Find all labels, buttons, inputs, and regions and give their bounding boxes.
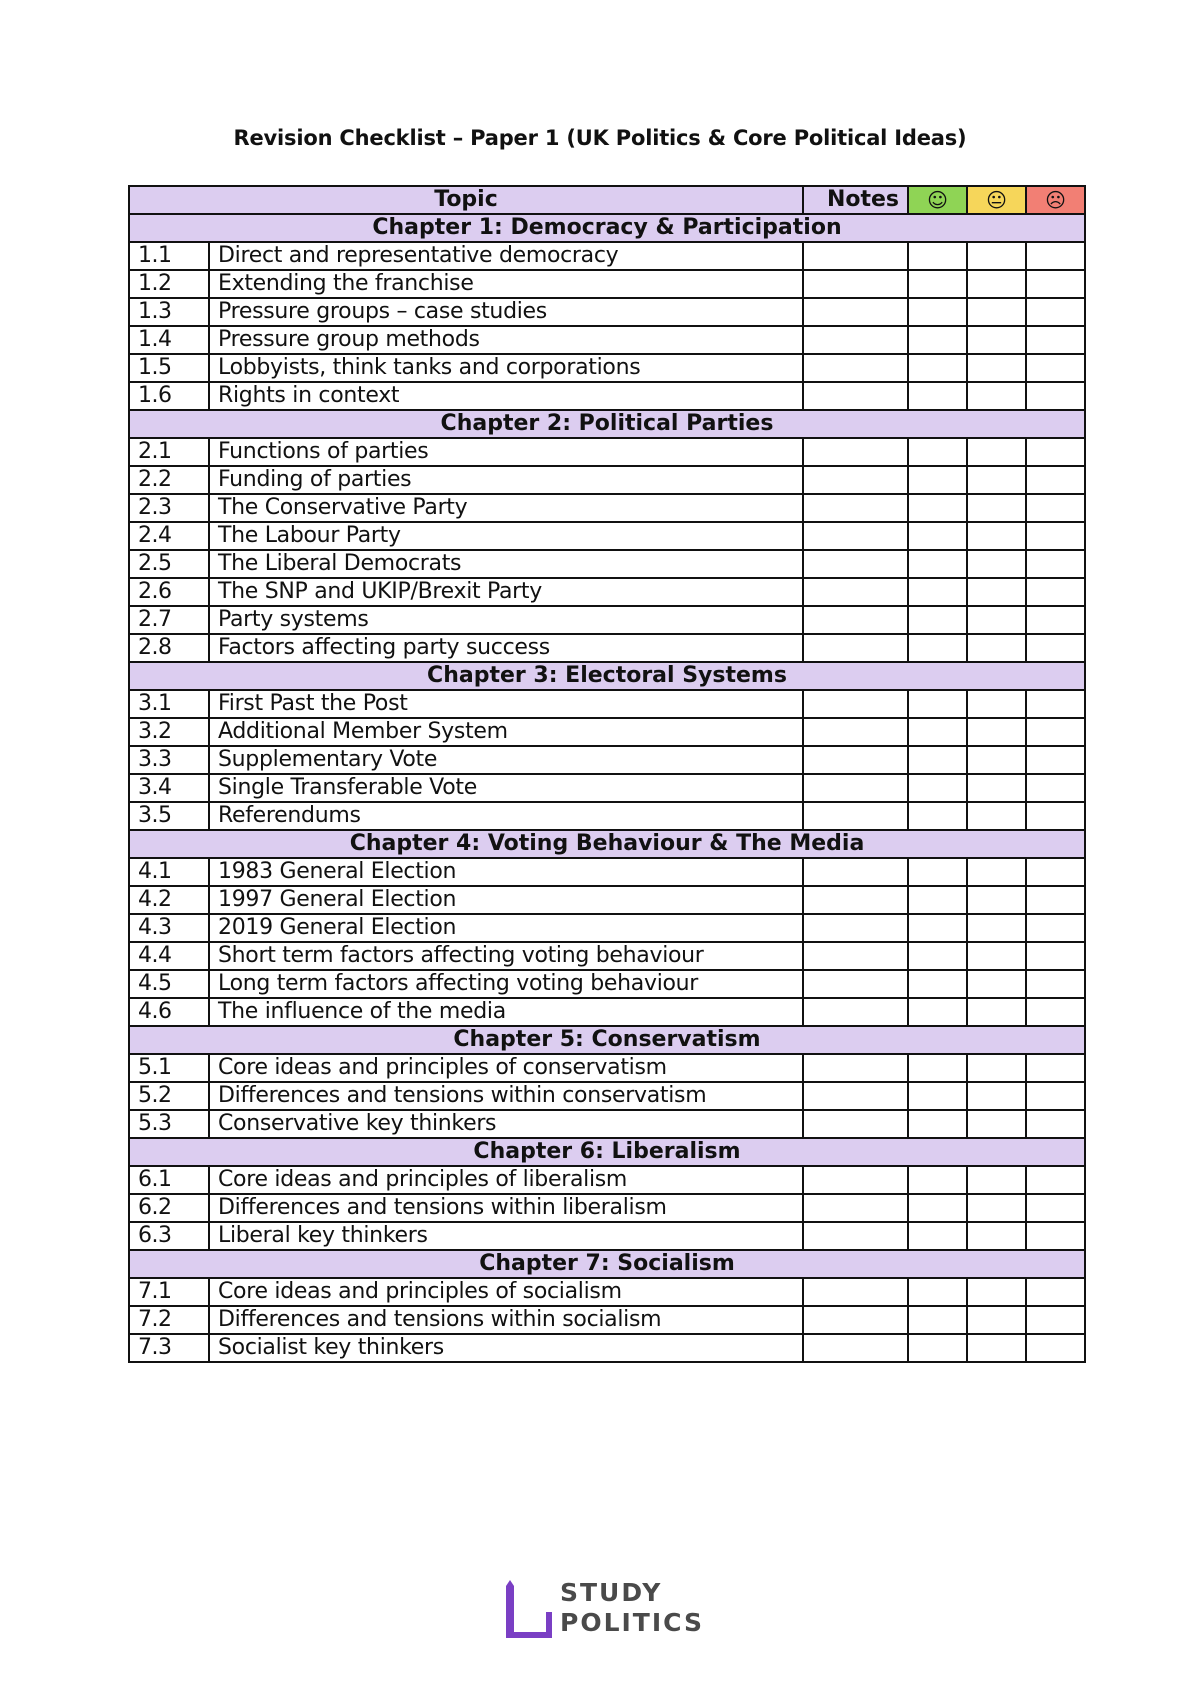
table-row [129,886,1085,914]
notes-cell[interactable] [803,438,908,466]
unsure-checkbox-cell[interactable] [967,242,1026,270]
unsure-checkbox-cell[interactable] [967,858,1026,886]
notes-cell[interactable] [803,858,908,886]
table-row [129,690,1085,718]
table-row [129,1334,1085,1362]
confident-checkbox-cell[interactable] [908,1334,967,1362]
chapter-title: Chapter 6: Liberalism [129,1138,1085,1166]
confident-checkbox-cell[interactable] [908,1166,967,1194]
unsure-checkbox-cell[interactable] [967,942,1026,970]
not-confident-checkbox-cell[interactable] [1026,746,1085,774]
confident-checkbox-cell[interactable] [908,1194,967,1222]
confident-checkbox-cell[interactable] [908,1110,967,1138]
chapter-title: Chapter 5: Conservatism [129,1026,1085,1054]
topic-name: The Labour Party [209,522,803,550]
not-confident-checkbox-cell[interactable] [1026,550,1085,578]
confident-checkbox-cell[interactable] [908,606,967,634]
notes-cell[interactable] [803,298,908,326]
topic-name: Differences and tensions within socialism [209,1306,803,1334]
sad-face-icon: ☹ [1026,186,1085,214]
topic-number: 4.2 [129,886,209,914]
unsure-checkbox-cell[interactable] [967,774,1026,802]
topic-name: Additional Member System [209,718,803,746]
notes-cell[interactable] [803,690,908,718]
topic-number: 2.2 [129,466,209,494]
revision-checklist-table [128,185,1086,1363]
topic-number: 7.3 [129,1334,209,1362]
table-row [129,802,1085,830]
confident-checkbox-cell[interactable] [908,494,967,522]
confident-checkbox-cell[interactable] [908,690,967,718]
topic-name: Differences and tensions within liberalism [209,1194,803,1222]
header-row [129,186,1085,214]
unsure-checkbox-cell[interactable] [967,746,1026,774]
topic-name: 1997 General Election [209,886,803,914]
not-confident-checkbox-cell[interactable] [1026,438,1085,466]
notes-cell[interactable] [803,718,908,746]
topic-name: Party systems [209,606,803,634]
unsure-checkbox-cell[interactable] [967,1222,1026,1250]
not-confident-checkbox-cell[interactable] [1026,1306,1085,1334]
unsure-checkbox-cell[interactable] [967,802,1026,830]
not-confident-checkbox-cell[interactable] [1026,606,1085,634]
not-confident-checkbox-cell[interactable] [1026,1166,1085,1194]
topic-number: 4.3 [129,914,209,942]
chapter-row [129,1138,1085,1166]
topic-name: Funding of parties [209,466,803,494]
notes-header: Notes [803,186,908,214]
topic-name: The Conservative Party [209,494,803,522]
unsure-checkbox-cell[interactable] [967,270,1026,298]
not-confident-checkbox-cell[interactable] [1026,886,1085,914]
notes-cell[interactable] [803,914,908,942]
topic-name: Core ideas and principles of liberalism [209,1166,803,1194]
unsure-checkbox-cell[interactable] [967,550,1026,578]
topic-name: Lobbyists, think tanks and corporations [209,354,803,382]
topic-name: Long term factors affecting voting behaviour [209,970,803,998]
not-confident-checkbox-cell[interactable] [1026,1054,1085,1082]
not-confident-checkbox-cell[interactable] [1026,382,1085,410]
topic-number: 1.3 [129,298,209,326]
confident-checkbox-cell[interactable] [908,886,967,914]
topic-name: Factors affecting party success [209,634,803,662]
unsure-checkbox-cell[interactable] [967,690,1026,718]
confident-checkbox-cell[interactable] [908,774,967,802]
table-row [129,998,1085,1026]
not-confident-checkbox-cell[interactable] [1026,634,1085,662]
topic-name: Core ideas and principles of conservatism [209,1054,803,1082]
chapter-title: Chapter 7: Socialism [129,1250,1085,1278]
table-row [129,382,1085,410]
notes-cell[interactable] [803,1166,908,1194]
topic-name: Single Transferable Vote [209,774,803,802]
logo-text-study: STUDY [560,1578,663,1607]
topic-number: 1.4 [129,326,209,354]
table-row [129,914,1085,942]
notes-cell[interactable] [803,326,908,354]
not-confident-checkbox-cell[interactable] [1026,774,1085,802]
confident-checkbox-cell[interactable] [908,298,967,326]
confident-checkbox-cell[interactable] [908,522,967,550]
unsure-checkbox-cell[interactable] [967,326,1026,354]
table-row [129,242,1085,270]
notes-cell[interactable] [803,1278,908,1306]
study-politics-logo [502,1578,722,1638]
topic-number: 2.5 [129,550,209,578]
unsure-checkbox-cell[interactable] [967,298,1026,326]
not-confident-checkbox-cell[interactable] [1026,298,1085,326]
table-row [129,1306,1085,1334]
neutral-face-icon: 😐 [967,186,1026,214]
unsure-checkbox-cell[interactable] [967,1166,1026,1194]
notes-cell[interactable] [803,578,908,606]
not-confident-checkbox-cell[interactable] [1026,858,1085,886]
not-confident-checkbox-cell[interactable] [1026,942,1085,970]
not-confident-checkbox-cell[interactable] [1026,1194,1085,1222]
unsure-checkbox-cell[interactable] [967,1278,1026,1306]
topic-name: The Liberal Democrats [209,550,803,578]
table-row [129,494,1085,522]
topic-number: 1.2 [129,270,209,298]
table-row [129,438,1085,466]
notes-cell[interactable] [803,1054,908,1082]
topic-number: 2.8 [129,634,209,662]
happy-face-icon: ☺ [908,186,967,214]
confident-checkbox-cell[interactable] [908,1222,967,1250]
topic-number: 2.3 [129,494,209,522]
topic-number: 4.6 [129,998,209,1026]
table-row [129,1222,1085,1250]
not-confident-checkbox-cell[interactable] [1026,1222,1085,1250]
topic-name: Supplementary Vote [209,746,803,774]
table-row [129,858,1085,886]
topic-number: 3.3 [129,746,209,774]
chapter-row [129,1250,1085,1278]
confident-checkbox-cell[interactable] [908,242,967,270]
topic-number: 3.4 [129,774,209,802]
confident-checkbox-cell[interactable] [908,858,967,886]
unsure-checkbox-cell[interactable] [967,578,1026,606]
not-confident-checkbox-cell[interactable] [1026,718,1085,746]
topic-number: 7.1 [129,1278,209,1306]
table-row [129,718,1085,746]
table-row [129,1166,1085,1194]
chapter-row [129,410,1085,438]
notes-cell[interactable] [803,1110,908,1138]
not-confident-checkbox-cell[interactable] [1026,578,1085,606]
not-confident-checkbox-cell[interactable] [1026,494,1085,522]
topic-name: The SNP and UKIP/Brexit Party [209,578,803,606]
topic-number: 6.3 [129,1222,209,1250]
table-row [129,774,1085,802]
table-row [129,1278,1085,1306]
not-confident-checkbox-cell[interactable] [1026,802,1085,830]
topic-number: 1.6 [129,382,209,410]
not-confident-checkbox-cell[interactable] [1026,270,1085,298]
notes-cell[interactable] [803,270,908,298]
topic-header: Topic [129,186,803,214]
topic-number: 5.2 [129,1082,209,1110]
not-confident-checkbox-cell[interactable] [1026,466,1085,494]
notes-cell[interactable] [803,382,908,410]
topic-name: Pressure groups – case studies [209,298,803,326]
not-confident-checkbox-cell[interactable] [1026,1334,1085,1362]
table-row [129,606,1085,634]
chapter-row [129,1026,1085,1054]
confident-checkbox-cell[interactable] [908,1082,967,1110]
confident-checkbox-cell[interactable] [908,802,967,830]
not-confident-checkbox-cell[interactable] [1026,970,1085,998]
confident-checkbox-cell[interactable] [908,326,967,354]
notes-cell[interactable] [803,886,908,914]
topic-number: 3.5 [129,802,209,830]
table-row [129,522,1085,550]
not-confident-checkbox-cell[interactable] [1026,998,1085,1026]
topic-name: 2019 General Election [209,914,803,942]
confident-checkbox-cell[interactable] [908,914,967,942]
not-confident-checkbox-cell[interactable] [1026,690,1085,718]
table-row [129,942,1085,970]
notes-cell[interactable] [803,1334,908,1362]
logo-text-politics: POLITICS [560,1608,704,1637]
topic-name: Socialist key thinkers [209,1334,803,1362]
topic-name: Referendums [209,802,803,830]
unsure-checkbox-cell[interactable] [967,998,1026,1026]
table-row [129,578,1085,606]
unsure-checkbox-cell[interactable] [967,494,1026,522]
parliament-logo-icon [502,1578,554,1638]
not-confident-checkbox-cell[interactable] [1026,522,1085,550]
not-confident-checkbox-cell[interactable] [1026,242,1085,270]
topic-number: 6.1 [129,1166,209,1194]
topic-name: Core ideas and principles of socialism [209,1278,803,1306]
unsure-checkbox-cell[interactable] [967,634,1026,662]
topic-name: Differences and tensions within conservatism [209,1082,803,1110]
topic-number: 1.5 [129,354,209,382]
confident-checkbox-cell[interactable] [908,578,967,606]
topic-name: Rights in context [209,382,803,410]
not-confident-checkbox-cell[interactable] [1026,1082,1085,1110]
not-confident-checkbox-cell[interactable] [1026,914,1085,942]
notes-cell[interactable] [803,1194,908,1222]
confident-checkbox-cell[interactable] [908,270,967,298]
not-confident-checkbox-cell[interactable] [1026,1110,1085,1138]
chapter-row [129,214,1085,242]
notes-cell[interactable] [803,1082,908,1110]
topic-name: Conservative key thinkers [209,1110,803,1138]
table-row [129,550,1085,578]
chapter-row [129,830,1085,858]
topic-number: 3.2 [129,718,209,746]
topic-name: Short term factors affecting voting behaviour [209,942,803,970]
topic-number: 5.1 [129,1054,209,1082]
notes-cell[interactable] [803,494,908,522]
unsure-checkbox-cell[interactable] [967,1194,1026,1222]
chapter-title: Chapter 3: Electoral Systems [129,662,1085,690]
confident-checkbox-cell[interactable] [908,718,967,746]
confident-checkbox-cell[interactable] [908,1306,967,1334]
confident-checkbox-cell[interactable] [908,1278,967,1306]
topic-number: 2.1 [129,438,209,466]
notes-cell[interactable] [803,746,908,774]
confident-checkbox-cell[interactable] [908,438,967,466]
confident-checkbox-cell[interactable] [908,550,967,578]
chapter-title: Chapter 4: Voting Behaviour & The Media [129,830,1085,858]
unsure-checkbox-cell[interactable] [967,466,1026,494]
topic-number: 7.2 [129,1306,209,1334]
confident-checkbox-cell[interactable] [908,746,967,774]
topic-number: 3.1 [129,690,209,718]
topic-name: Functions of parties [209,438,803,466]
notes-cell[interactable] [803,1306,908,1334]
notes-cell[interactable] [803,466,908,494]
unsure-checkbox-cell[interactable] [967,382,1026,410]
table-row [129,634,1085,662]
topic-number: 4.4 [129,942,209,970]
confident-checkbox-cell[interactable] [908,634,967,662]
topic-number: 4.1 [129,858,209,886]
unsure-checkbox-cell[interactable] [967,438,1026,466]
topic-number: 2.4 [129,522,209,550]
topic-number: 4.5 [129,970,209,998]
unsure-checkbox-cell[interactable] [967,1306,1026,1334]
notes-cell[interactable] [803,242,908,270]
notes-cell[interactable] [803,970,908,998]
table-row [129,466,1085,494]
table-row [129,1082,1085,1110]
notes-cell[interactable] [803,774,908,802]
notes-cell[interactable] [803,634,908,662]
table-row [129,1194,1085,1222]
notes-cell[interactable] [803,522,908,550]
unsure-checkbox-cell[interactable] [967,886,1026,914]
not-confident-checkbox-cell[interactable] [1026,326,1085,354]
unsure-checkbox-cell[interactable] [967,522,1026,550]
table-row [129,354,1085,382]
notes-cell[interactable] [803,606,908,634]
not-confident-checkbox-cell[interactable] [1026,354,1085,382]
table-row [129,270,1085,298]
chapter-row [129,662,1085,690]
notes-cell[interactable] [803,354,908,382]
unsure-checkbox-cell[interactable] [967,1110,1026,1138]
unsure-checkbox-cell[interactable] [967,718,1026,746]
topic-name: Pressure group methods [209,326,803,354]
topic-name: Extending the franchise [209,270,803,298]
table-row [129,1054,1085,1082]
topic-name: First Past the Post [209,690,803,718]
unsure-checkbox-cell[interactable] [967,914,1026,942]
topic-name: Direct and representative democracy [209,242,803,270]
unsure-checkbox-cell[interactable] [967,354,1026,382]
unsure-checkbox-cell[interactable] [967,1054,1026,1082]
confident-checkbox-cell[interactable] [908,382,967,410]
topic-number: 6.2 [129,1194,209,1222]
chapter-title: Chapter 1: Democracy & Participation [129,214,1085,242]
confident-checkbox-cell[interactable] [908,466,967,494]
topic-name: 1983 General Election [209,858,803,886]
unsure-checkbox-cell[interactable] [967,606,1026,634]
page-title: Revision Checklist – Paper 1 (UK Politics & Core Political Ideas) [233,126,967,150]
confident-checkbox-cell[interactable] [908,354,967,382]
topic-name: The influence of the media [209,998,803,1026]
confident-checkbox-cell[interactable] [908,970,967,998]
unsure-checkbox-cell[interactable] [967,1334,1026,1362]
topic-number: 2.6 [129,578,209,606]
topic-number: 1.1 [129,242,209,270]
table-row [129,746,1085,774]
table-row [129,298,1085,326]
table-row [129,970,1085,998]
notes-cell[interactable] [803,550,908,578]
table-row [129,326,1085,354]
not-confident-checkbox-cell[interactable] [1026,1278,1085,1306]
chapter-title: Chapter 2: Political Parties [129,410,1085,438]
notes-cell[interactable] [803,942,908,970]
unsure-checkbox-cell[interactable] [967,970,1026,998]
table-row [129,1110,1085,1138]
notes-cell[interactable] [803,1222,908,1250]
confident-checkbox-cell[interactable] [908,942,967,970]
unsure-checkbox-cell[interactable] [967,1082,1026,1110]
topic-number: 5.3 [129,1110,209,1138]
topic-name: Liberal key thinkers [209,1222,803,1250]
notes-cell[interactable] [803,802,908,830]
notes-cell[interactable] [803,998,908,1026]
confident-checkbox-cell[interactable] [908,1054,967,1082]
confident-checkbox-cell[interactable] [908,998,967,1026]
topic-number: 2.7 [129,606,209,634]
